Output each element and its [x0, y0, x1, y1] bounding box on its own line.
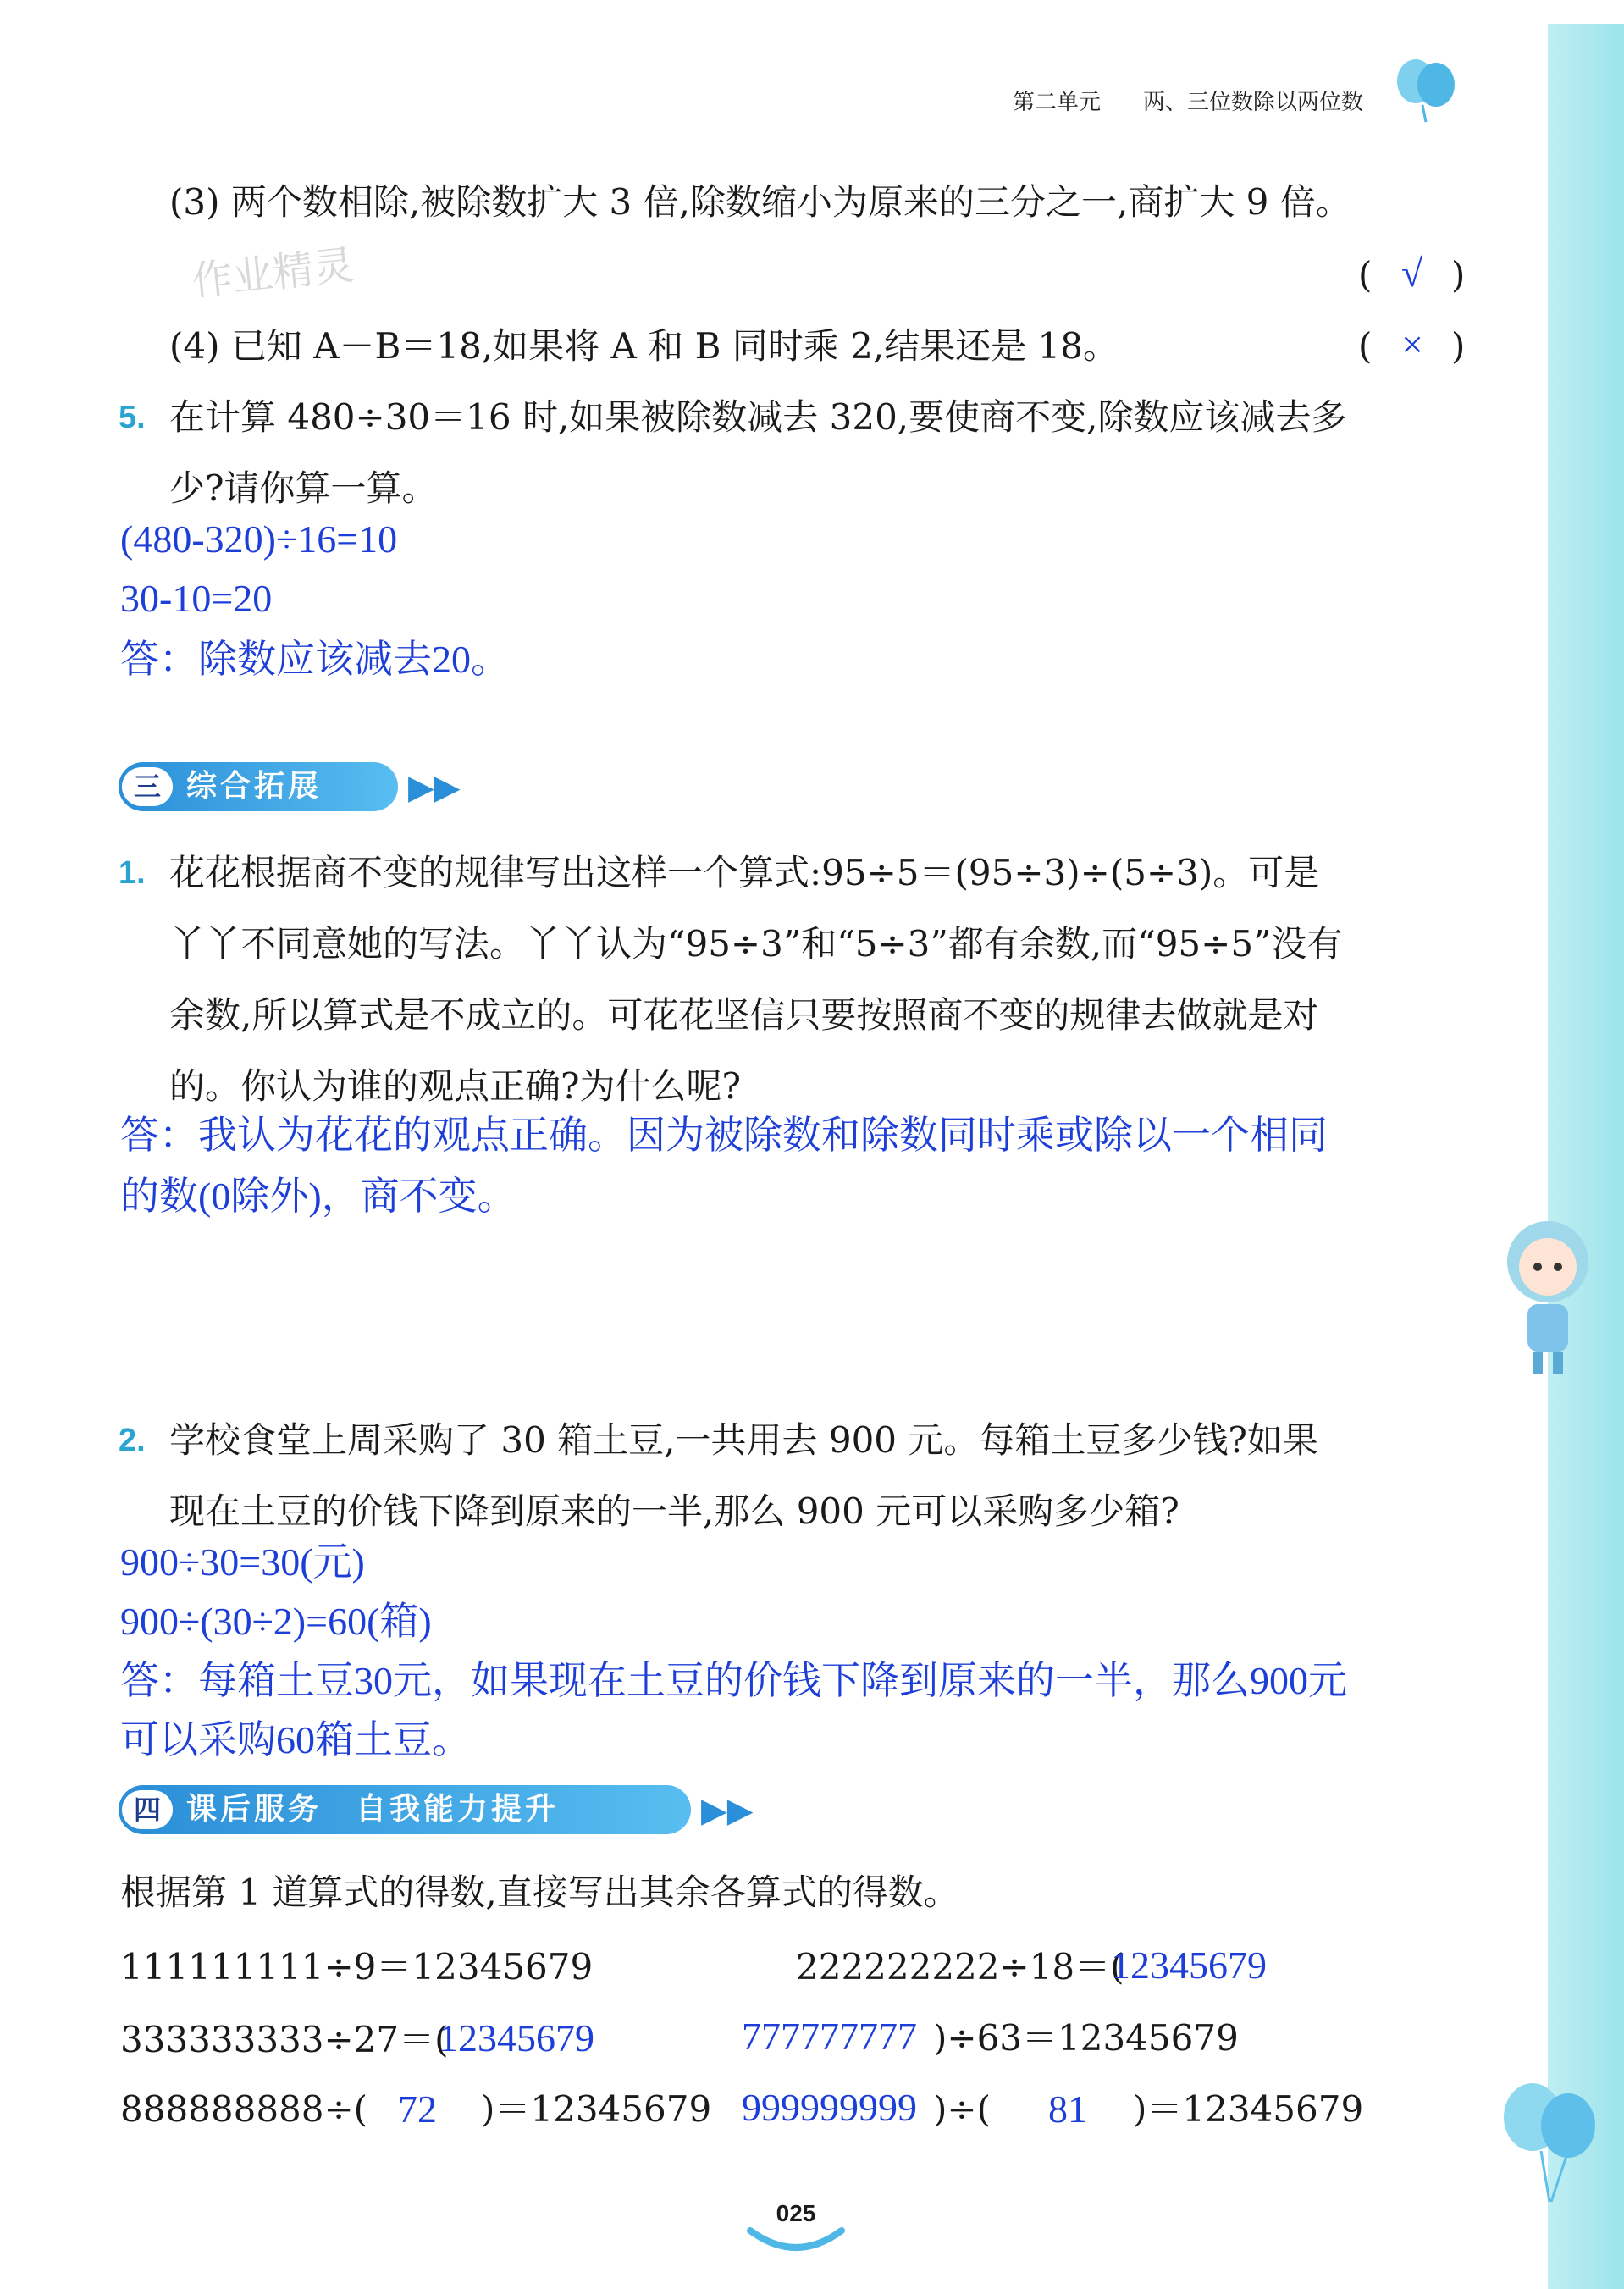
s3-q1-line1: 花花根据商不变的规律写出这样一个算式:95÷5＝(95÷3)÷(5÷3)。可是 [169, 852, 1320, 893]
q5-answer-3: 答：除数应该减去20。 [120, 638, 510, 681]
judge-item-3: (3) 两个数相除,被除数扩大 3 倍,除数缩小为原来的三分之一,商扩大 9 倍。 [169, 181, 1351, 223]
s3-q1-answer-1: 答：我认为花花的观点正确。因为被除数和除数同时乘或除以一个相同 [120, 1114, 1328, 1157]
s3-q1-line2: 丫丫不同意她的写法。丫丫认为“95÷3”和“5÷3”都有余数,而“95÷5”没有 [169, 923, 1343, 965]
s4-row3-right-suffix: )＝12345679 [1133, 2088, 1364, 2130]
s3-q2-number: 2. [119, 1423, 146, 1458]
balloon-icon [1389, 53, 1460, 124]
s4-row1-right-answer: 12345679 [1111, 1943, 1267, 1987]
section-4-header [119, 1785, 691, 1834]
judge-item-4-open: ( [1358, 325, 1373, 367]
s4-row2-left-answer: 12345679 [439, 2016, 594, 2060]
s4-row1-right-prefix: 222222222÷18＝( [796, 1946, 1124, 1988]
s4-row2-left-prefix: 333333333÷27＝( [120, 2019, 449, 2060]
judge-item-3-close: ) [1451, 254, 1466, 296]
judge-item-3-open: ( [1358, 254, 1373, 296]
s4-row3-right-mid: )÷( [933, 2088, 991, 2130]
s3-q2-line2: 现在土豆的价钱下降到原来的一半,那么 900 元可以采购多少箱? [169, 1490, 1179, 1532]
section-3-header [119, 762, 398, 811]
section-3-arrows-icon: ▶▶ [408, 768, 461, 807]
s4-row3-left-suffix: )＝12345679 [481, 2088, 712, 2130]
section-4-number: 四 [122, 1790, 173, 1829]
s4-row1-left: 111111111÷9＝12345679 [120, 1946, 594, 1988]
judge-item-4: (4) 已知 A－B＝18,如果将 A 和 B 同时乘 2,结果还是 18。 [169, 325, 1119, 367]
header-unit: 第二单元 [1013, 90, 1102, 115]
judge-item-3-answer: √ [1401, 252, 1423, 295]
q5-answer-1: (480-320)÷16=10 [120, 517, 398, 561]
section-3-title: 综合拓展 [186, 769, 323, 804]
s3-q1-line3: 余数,所以算式是不成立的。可花花坚信只要按照商不变的规律去做就是对 [169, 994, 1319, 1036]
judge-item-4-answer: × [1401, 323, 1423, 366]
s3-q1-line4: 的。你认为谁的观点正确?为什么呢? [169, 1065, 742, 1107]
header-topic: 两、三位数除以两位数 [1143, 90, 1364, 115]
s4-row3-right-answer: 999999999 [742, 2086, 917, 2129]
s3-q2-answer-4: 可以采购60箱土豆。 [120, 1718, 471, 1761]
side-decoration-strip [1548, 24, 1624, 2289]
s3-q1-number: 1. [119, 855, 146, 891]
s4-row2-right-answer: 777777777 [742, 2015, 917, 2058]
s4-row3-right-answer-2: 81 [1048, 2087, 1087, 2131]
s4-row2-right-suffix: )÷63＝12345679 [933, 2017, 1239, 2059]
judge-item-4-close: ) [1451, 325, 1466, 367]
section-3-number: 三 [122, 767, 173, 806]
s4-intro: 根据第 1 道算式的得数,直接写出其余各算式的得数。 [120, 1872, 959, 1913]
s3-q1-answer-2: 的数(0除外)，商不变。 [120, 1175, 516, 1218]
s3-q2-answer-3: 答：每箱土豆30元，如果现在土豆的价钱下降到原来的一半，那么900元 [120, 1659, 1347, 1702]
balloons-icon [1490, 2066, 1609, 2210]
q5-answer-2: 30-10=20 [120, 577, 273, 620]
q5-number: 5. [119, 400, 146, 435]
section-4-arrows-icon: ▶▶ [701, 1791, 754, 1830]
section-4-title: 课后服务 自我能力提升 [186, 1792, 560, 1827]
s4-row3-left-answer: 72 [398, 2087, 437, 2131]
q5-line2: 少?请你算一算。 [169, 467, 438, 509]
s3-q2-answer-2: 900÷(30÷2)=60(箱) [120, 1600, 432, 1643]
s3-q2-line1: 学校食堂上周采购了 30 箱土豆,一共用去 900 元。每箱土豆多少钱?如果 [169, 1419, 1318, 1461]
page-number: 025 [776, 2200, 816, 2226]
girl-illustration-icon [1497, 1211, 1599, 1380]
s3-q2-answer-1: 900÷30=30(元) [120, 1540, 365, 1584]
page-number-swoosh-icon [745, 2225, 847, 2259]
s4-row3-left-prefix: 888888888÷( [120, 2088, 368, 2130]
watermark-logo: 作业精灵 [190, 241, 356, 306]
q5-line1: 在计算 480÷30＝16 时,如果被除数减去 320,要使商不变,除数应该减去多 [169, 396, 1347, 438]
